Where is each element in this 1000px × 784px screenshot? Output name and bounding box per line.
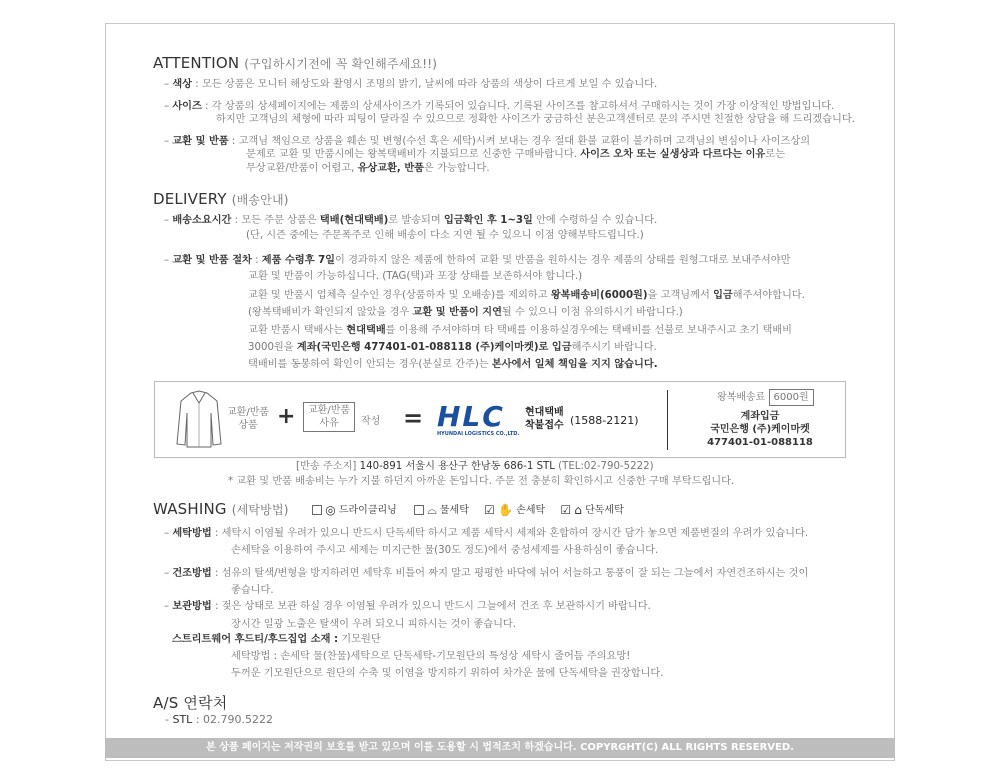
streetwear-2: 두꺼운 기모원단으로 원단의 수축 및 이염을 방지하기 위하여 차가운 물에 단독세탁을 권장합니다. [231,668,664,679]
delivery-procedure-2: 교환 및 반품이 가능하십니다. (TAG(택)과 포장 상태를 보존하셔야 합니다.) [248,271,583,282]
attention-subtitle: (구입하시기전에 꼭 확인해주세요!!) [244,57,438,71]
wash-method: – 세탁방법 : 세탁시 이염될 우려가 있으니 반드시 단독세탁 하시고 제품 세탁시 세제와 혼합하여 장시간 담가 놓으면 제품변질의 우려가 있습니다. [164,528,809,539]
divider [667,390,668,450]
equals-sign: = [403,404,424,432]
streetwear-material: 스트리트웨어 후드티/후드집업 소재 : 기모원단 [172,634,381,645]
attention-exchange-2: 문제로 교환 및 반품시에는 왕복택배비가 지불되므로 신중한 구매바랍니다. 사이즈 오차 또는 실생상과 다르다는 이유로는 [246,149,785,160]
streetwear-1: 세탁방법 : 손세탁 물(찬물)세탁으로 단독세탁-기모원단의 특성상 세탁시 줄어듬 주의요망! [231,651,631,662]
delivery-procedure-6: 3000원을 계좌(국민은행 477401-01-088118 (주)케이마켓)로 입금해주시기 바랍니다. [248,342,657,353]
courier-label: 현대택배 착불접수 [525,407,564,431]
washing-subtitle: (세탁방법) [231,503,289,517]
hand-wash-icon: ✋ [498,503,513,517]
check-mark-icon: ☑ [484,503,495,517]
washing-icons: ◎ 드라이클리닝 ⌓ 물세탁 ☑ ✋ 손세탁 ☑ ⌂ 단독세탁 [312,501,624,518]
delivery-heading: DELIVERY (배송안내) [153,190,289,208]
check-mark-icon: ☑ [560,503,572,517]
fee-row: 왕복배송료 6000원 [717,388,814,406]
dry-clean-icon: ◎ [325,503,336,517]
delivery-procedure: – 교환 및 반품 절차 : 제품 수령후 7일이 경과하지 않은 제품에 한하여 교환 및 반품을 원하시는 경우 제품의 상태를 원형그대로 보내주셔야만 [164,255,791,266]
separate-wash-icon: ⌂ [574,503,582,517]
delivery-procedure-5: 교환 반품시 택배사는 현대택배를 이용해 주셔야하며 타 택배를 이용하실경우에는 택배비를 선불로 보내주시고 초기 택배비 [248,325,793,336]
hlc-logo: HLC [437,400,505,433]
attention-size: – 사이즈 : 각 상품의 상세페이지에는 제품의 상세사이즈가 기록되어 있습니다. 기록된 사이즈를 참고하셔서 구매하시는 것이 가장 이상적인 방법입니다. [164,101,835,112]
as-contact: - STL : 02.790.5222 [165,713,273,726]
dry-method: – 건조방법 : 섬유의 탈색/변형을 방지하려면 세탁후 비틀어 짜지 말고 평평한 바닥에 뉘어 서늘하고 통풍이 잘 되는 그늘에서 자연건조하시는 것이 [164,568,809,579]
attention-color: – 색상 : 모든 상품은 모니터 해상도와 촬영시 조명의 밝기, 날씨에 따라 상품의 색상이 다르게 보일 수 있습니다. [164,79,658,90]
plus-sign: + [277,404,296,429]
delivery-procedure-3: 교환 및 반품시 업체측 실수인 경우(상품하자 및 오배송)를 제외하고 왕복배송비(6000원)을 고객님께서 입금해주셔야합니다. [248,290,805,301]
store-method: – 보관방법 : 젖은 상태로 보관 하실 경우 이염될 우려가 있으니 반드시 그늘에서 건조 후 보관하시기 바랍니다. [164,601,651,612]
attention-exchange: – 교환 및 반품 : 고객님 책임으로 상품을 훼손 및 변형(수선 혹은 세탁)시켜 보내는 경우 절대 환불 교환이 불가하며 고객님의 변심이나 사이즈상의 [164,136,811,147]
as-heading: A/S 연락처 [153,694,228,712]
wash-method-2: 손세탁을 이용하여 주시고 세제는 미지근한 물(30도 정도)에서 중성세제를 사용하심이 좋습니다. [231,545,659,556]
return-note: * 교환 및 반품 배송비는 누가 지불 하던지 아까운 돈입니다. 주문 전 충분히 확인하시고 신중한 구매 부탁드립니다. [228,476,735,487]
courier-phone: (1588-2121) [570,414,639,427]
delivery-procedure-4: (왕복택배비가 확인되지 않았을 경우 교환 및 반품이 지연될 수 있으니 이점 유의하시기 바랍니다.) [248,307,683,318]
hlc-logo-sub: HYUNDAI LOGISTICS CO.,LTD. [437,431,520,437]
dry-method-2: 좋습니다. [231,585,274,596]
checkbox [414,505,424,515]
return-address: [반송 주소지] 140-891 서울시 용산구 한남동 686-1 STL (TEL:02-790-5222) [296,461,654,472]
water-wash-icon: ⌓ [427,502,437,517]
checkbox [312,505,322,515]
return-guide-box [154,381,846,458]
delivery-subtitle: (배송안내) [231,193,289,207]
delivery-time-2: (단, 시즌 중에는 주문폭주로 인해 배송이 다소 지연 될 수 있으니 이점 양해부탁드립니다.) [246,230,644,241]
account-info: 계좌입금 국민은행 (주)케이마켓 477401-01-088118 [707,411,813,448]
delivery-procedure-7: 택배비를 동봉하여 확인이 안되는 경우(분실로 간주)는 본사에서 일체 책임을 지지 않습니다. [248,359,658,370]
jacket-icon [175,389,223,449]
store-method-2: 장시간 일광 노출은 탈색이 우려 되오니 피하시는 것이 좋습니다. [231,619,517,630]
item-label: 교환/반품 상품 [227,407,270,431]
copyright-footer: 본 상품 페이지는 저작권의 보호를 받고 있으며 이를 도용할 시 법적조치 하겠습니다. COPYRGHT(C) ALL RIGHTS RESERVED. [105,738,895,758]
delivery-time: – 배송소요시간 : 모든 주문 상품은 택배(현대택배)로 발송되며 입금확인 후 1~3일 안에 수령하실 수 있습니다. [164,215,658,226]
reason-label: 교환/반품 사유 [303,402,355,432]
attention-exchange-3: 무상교환/반품이 어렵고, 유상교환, 반품은 가능합니다. [246,163,490,174]
washing-heading: WASHING (세탁방법) [153,500,289,518]
attention-size-2: 하지만 고객님의 체형에 따라 피팅이 달라질 수 있으므로 정확한 사이즈가 궁금하신 분은고객센터로 문의 주시면 친절한 상담을 해 드리겠습니다. [216,114,855,125]
attention-heading: ATTENTION (구입하시기전에 꼭 확인해주세요!!) [153,54,438,72]
write-label: 작성 [361,416,381,427]
